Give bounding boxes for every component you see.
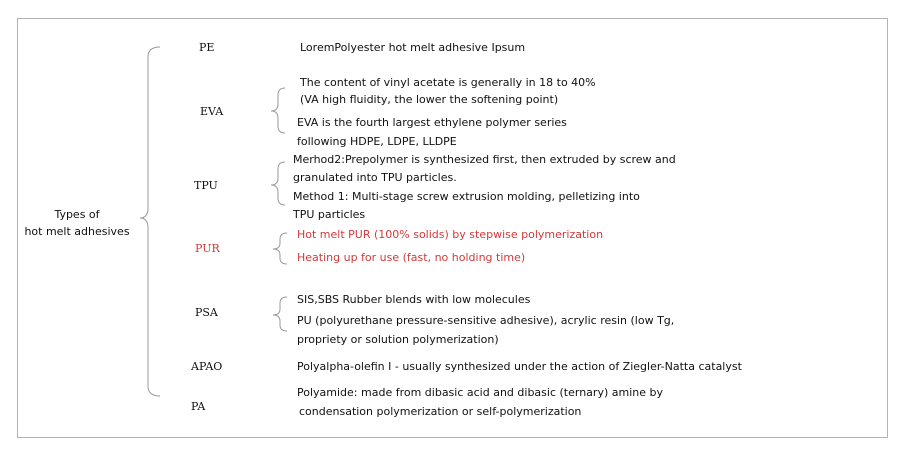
eva-desc-line-1: The content of vinyl acetate is generally in 18 to 40% [300,76,596,89]
category-pur: PUR [195,242,220,255]
pa-desc-line-2: condensation polymerization or self-polymerization [299,405,582,418]
root-label-line-1: Types of [54,208,100,221]
category-pe: PE [199,41,215,54]
tpu-desc-line-4: TPU particles [293,208,366,221]
category-pa: PA [191,400,206,413]
pe-desc-line-1: LoremPolyester hot melt adhesive Ipsum [300,41,526,54]
psa-brace [273,297,287,331]
psa-desc-line-3: propriety or solution polymerization) [297,333,499,346]
apao-desc-line-1: Polyalpha-olefin I - usually synthesized under the action of Ziegler-Natta catalyst [297,360,742,373]
eva-brace [271,88,285,133]
root-label-line-2: hot melt adhesives [24,225,130,238]
pur-desc-line-2: Heating up for use (fast, no holding time) [297,251,526,264]
pur-brace [273,233,287,264]
tpu-desc-line-2: granulated into TPU particles. [293,171,457,184]
eva-desc-line-4: following HDPE, LDPE, LLDPE [297,135,457,148]
category-tpu: TPU [194,179,218,192]
main-brace [140,47,160,396]
category-eva: EVA [200,105,224,118]
tpu-desc-line-3: Method 1: Multi-stage screw extrusion molding, pelletizing into [293,190,640,203]
tpu-brace [271,162,285,205]
eva-desc-line-3: EVA is the fourth largest ethylene polymer series [297,116,567,129]
category-apao: APAO [191,360,223,373]
eva-desc-line-2: (VA high fluidity, the lower the softening point) [300,93,559,106]
pur-desc-line-1: Hot melt PUR (100% solids) by stepwise polymerization [297,228,604,241]
pa-desc-line-1: Polyamide: made from dibasic acid and dibasic (ternary) amine by [297,386,663,399]
psa-desc-line-1: SIS,SBS Rubber blends with low molecules [297,293,531,306]
root-label [22,206,132,240]
psa-desc-line-2: PU (polyurethane pressure-sensitive adhesive), acrylic resin (low Tg, [297,314,675,327]
tpu-desc-line-1: Merhod2:Prepolymer is synthesized first, then extruded by screw and [293,153,676,166]
category-psa: PSA [195,306,218,319]
